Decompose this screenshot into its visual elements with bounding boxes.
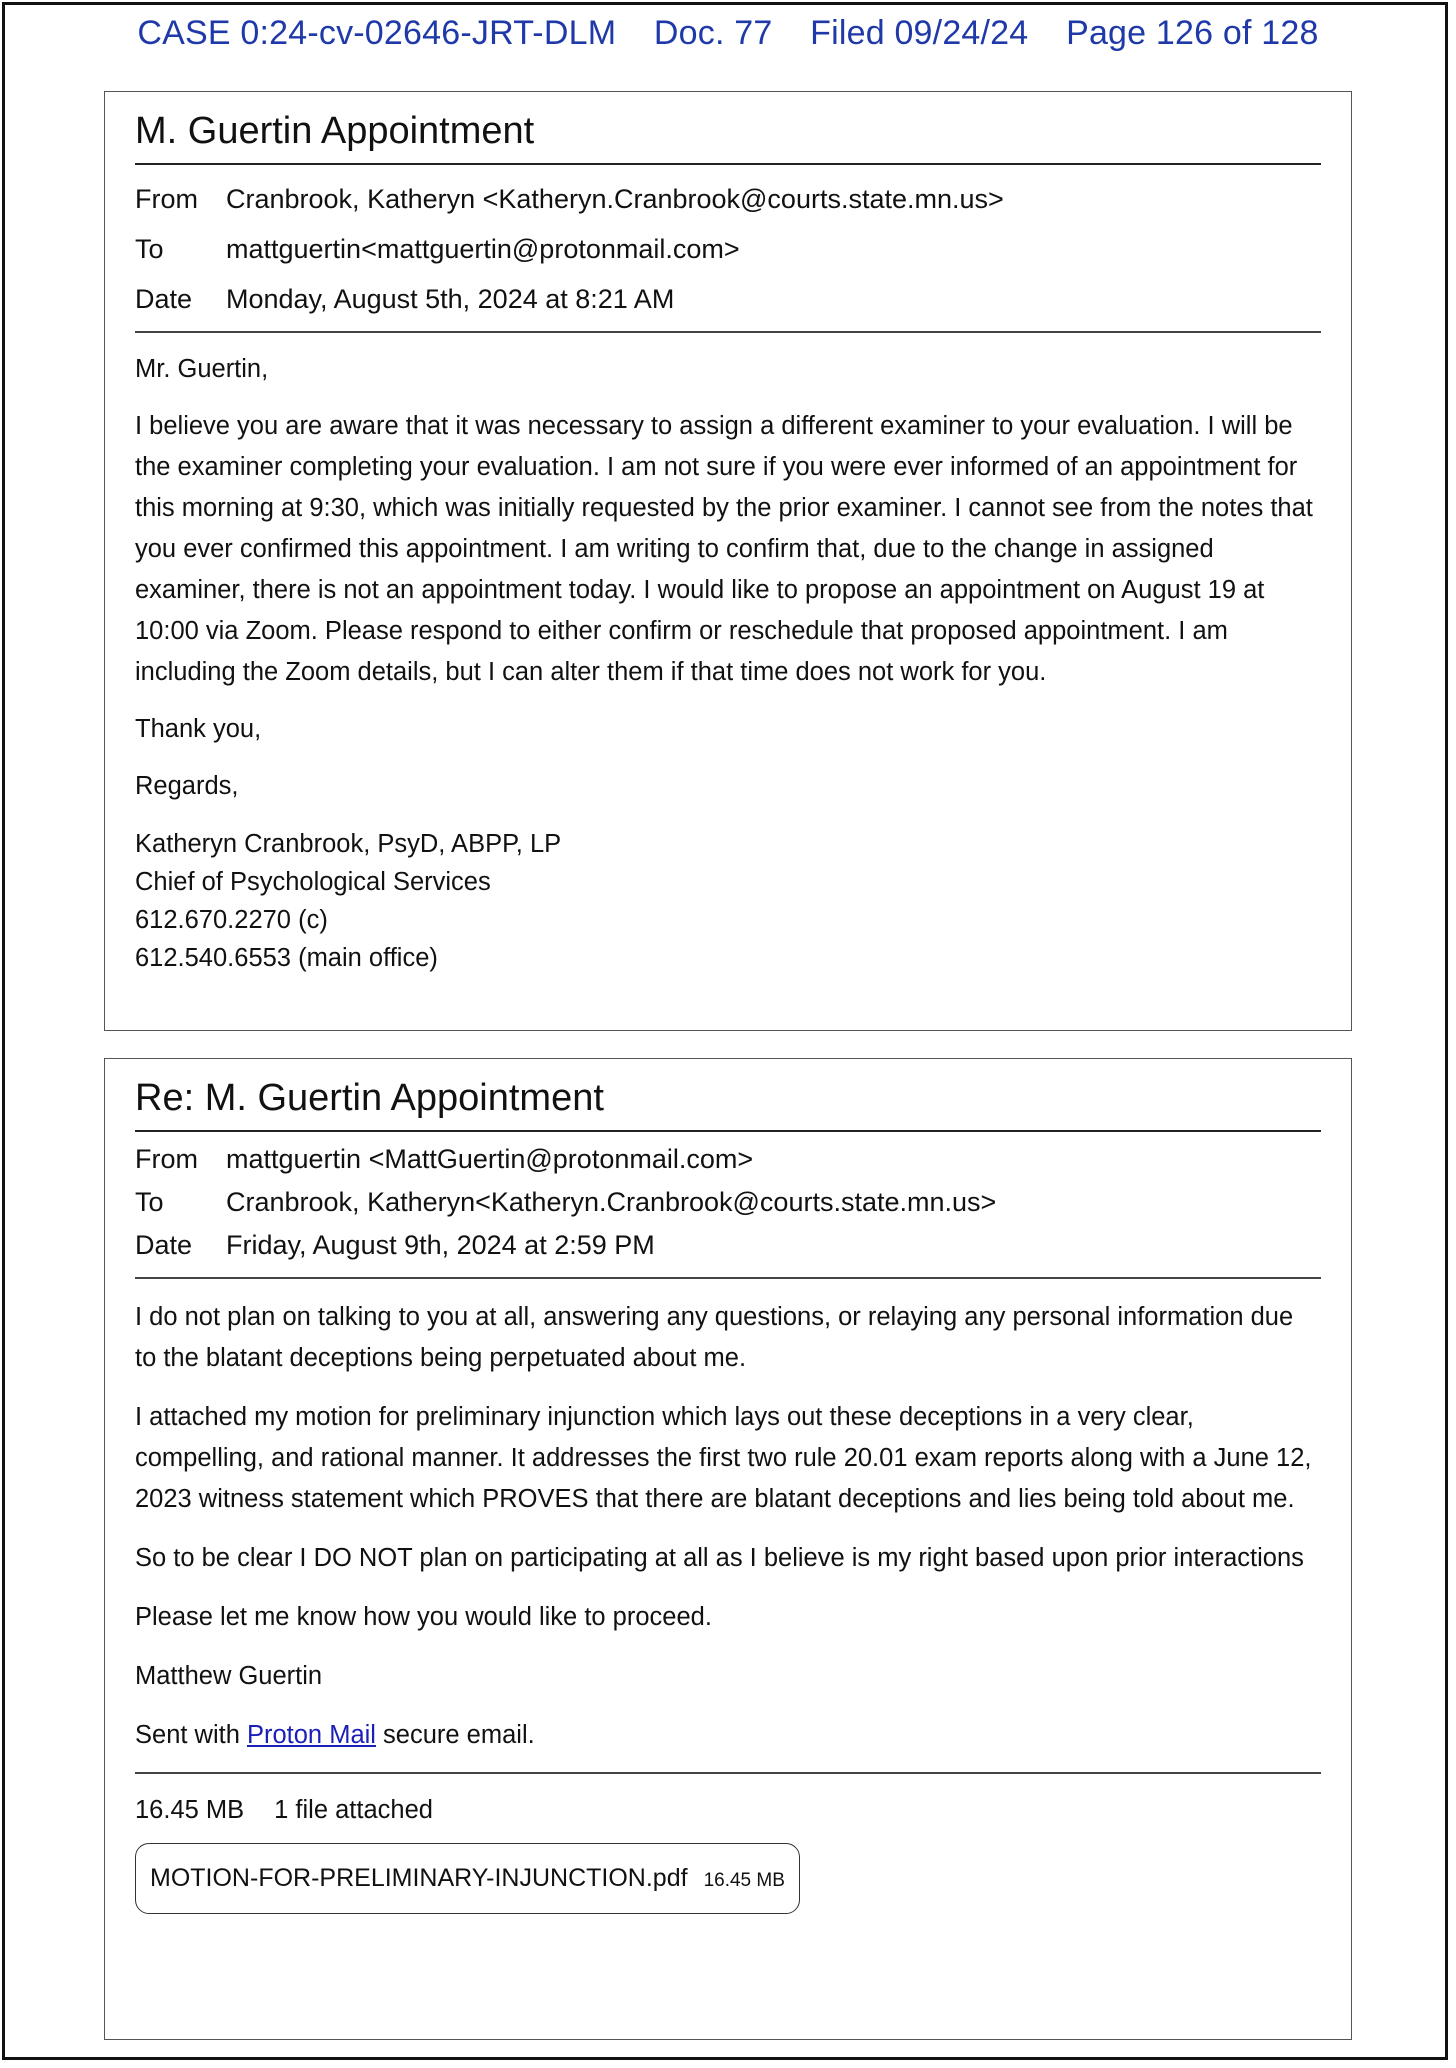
attachment-file-size: 16.45 MB	[703, 1870, 785, 1891]
doc-number: Doc. 77	[653, 14, 773, 52]
to-label: To	[135, 1187, 164, 1217]
case-number: CASE 0:24-cv-02646-JRT-DLM	[137, 14, 617, 52]
from-row	[135, 184, 1321, 215]
date-label: Date	[135, 284, 193, 314]
body-paragraph-3: So to be clear I DO NOT plan on participating at all as I believe is my right based upon prior interactions	[135, 1544, 1304, 1572]
attachment-count: 1 file attached	[274, 1796, 433, 1824]
email-original	[104, 91, 1352, 1031]
date-value: Monday, August 5th, 2024 at 8:21 AM	[226, 284, 675, 314]
to-row	[135, 1187, 1321, 1218]
closing-thanks: Thank you,	[135, 715, 262, 743]
filed-date: Filed 09/24/24	[810, 14, 1029, 52]
signature-office: 612.540.6553 (main office)	[135, 944, 438, 972]
body-paragraph-1: I do not plan on talking to you at all, answering any questions, or relaying any personal information due to the blatant deceptions being perpetuated about me.	[135, 1303, 1294, 1372]
from-value: mattguertin <MattGuertin@protonmail.com>	[226, 1144, 754, 1174]
attachment-file-name: MOTION-FOR-PRELIMINARY-INJUNCTION.pdf	[150, 1864, 688, 1892]
from-label: From	[135, 1144, 198, 1174]
date-row	[135, 284, 1321, 315]
from-label: From	[135, 184, 198, 214]
header-divider	[135, 1277, 1321, 1279]
to-value: mattguertin<mattguertin@protonmail.com>	[226, 234, 740, 264]
attachment-summary	[135, 1796, 1321, 1825]
sent-prefix: Sent with	[135, 1721, 247, 1749]
signature-title: Chief of Psychological Services	[135, 868, 491, 896]
email-body	[135, 349, 1321, 977]
date-label: Date	[135, 1230, 193, 1260]
header-divider	[135, 331, 1321, 333]
body-paragraph-4: Please let me know how you would like to proceed.	[135, 1603, 712, 1631]
email-reply	[104, 1058, 1352, 2040]
sender-name: Matthew Guertin	[135, 1662, 323, 1690]
attachment-file-chip[interactable]	[135, 1843, 800, 1914]
email-body	[135, 1297, 1321, 1756]
email-subject: M. Guertin Appointment	[135, 110, 1321, 165]
email-subject: Re: M. Guertin Appointment	[135, 1077, 1321, 1132]
date-row	[135, 1230, 1321, 1261]
attachment-total-size: 16.45 MB	[135, 1796, 245, 1824]
sent-suffix: secure email.	[375, 1721, 535, 1749]
from-value: Cranbrook, Katheryn <Katheryn.Cranbrook@courts.state.mn.us>	[226, 184, 1004, 214]
signature-block	[135, 825, 1321, 977]
proton-mail-link[interactable]: Proton Mail	[246, 1721, 376, 1749]
to-value: Cranbrook, Katheryn<Katheryn.Cranbrook@courts.state.mn.us>	[226, 1187, 997, 1217]
sent-with-line	[135, 1715, 1321, 1756]
page-number: Page 126 of 128	[1066, 14, 1319, 52]
date-value: Friday, August 9th, 2024 at 2:59 PM	[226, 1230, 655, 1260]
attachment-divider	[135, 1772, 1321, 1774]
signature-name: Katheryn Cranbrook, PsyD, ABPP, LP	[135, 830, 562, 858]
closing-regards: Regards,	[135, 772, 239, 800]
to-label: To	[135, 234, 164, 264]
signature-cell: 612.670.2270 (c)	[135, 906, 328, 934]
body-paragraph-2: I attached my motion for preliminary injunction which lays out these deceptions in a very clear, compelling, and rational manner. It addresses the first two rule 20.01 exam reports along with a June 12, 2023 witness statement which PROVES that there are blatant deceptions and lies being told about me.	[135, 1403, 1312, 1513]
greeting: Mr. Guertin,	[135, 355, 269, 383]
to-row	[135, 234, 1321, 265]
body-paragraph: I believe you are aware that it was necessary to assign a different examiner to your evaluation. I will be the examiner completing your evaluation. I am not sure if you were ever informed of an appointment for this morning at 9:30, which was initially requested by the prior examiner. I cannot see from the notes that you ever confirmed this appointment. I am writing to confirm that, due to the change in assigned examiner, there is not an appointment today. I would like to propose an appointment on August 19 at 10:00 via Zoom. Please respond to either confirm or reschedule that proposed appointment. I am including the Zoom details, but I can alter them if that time does not work for you.	[135, 412, 1313, 686]
from-row	[135, 1144, 1321, 1175]
case-header	[0, 14, 1456, 53]
